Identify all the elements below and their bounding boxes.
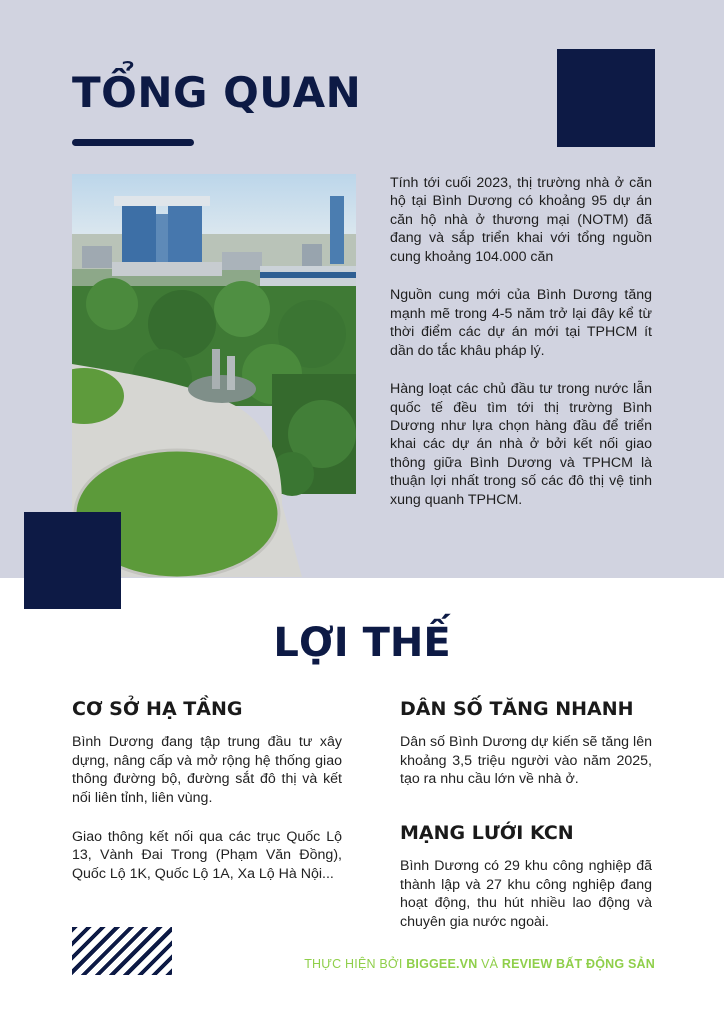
overview-paragraph: Tính tới cuối 2023, thị trường nhà ở căn hộ tại Bình Dương có khoảng 95 dự án căn hộ nhà ở thương mại (NOTM) đã đang và sắp triển khai với tổng nguồn cung khoảng 104.000 căn (390, 175, 652, 265)
industrial-network-section (400, 822, 652, 952)
overview-paragraph: Hàng loạt các chủ đầu tư trong nước lẫn quốc tế đều tìm tới thị trường Bình Dương như lựa chọn hàng đầu để triển khai các dự án nhà ở bởi kết nối giao thông giữa Bình Dương và TPHCM là thuận lợi nhất trong số các đô thị vệ tinh xung quanh TPHCM. (390, 381, 652, 508)
overview-text-block (390, 174, 652, 529)
footer-brand-review: REVIEW BẤT ĐỘNG SẢN (501, 957, 655, 971)
infrastructure-paragraph: Bình Dương đang tập trung đầu tư xây dựng, nâng cấp và mở rộng hệ thống giao thông đường bộ, đường sắt đô thị và kết nối liên tỉnh, liên vùng. (72, 733, 342, 806)
footer-middle: VÀ (477, 957, 502, 971)
footer-credit (300, 957, 655, 971)
infrastructure-section (72, 698, 342, 904)
population-heading: DÂN SỐ TĂNG NHANH (400, 698, 634, 720)
decorative-stripes (72, 927, 172, 975)
infrastructure-paragraph: Giao thông kết nối qua các trục Quốc Lộ 13, Vành Đai Trong (Phạm Văn Đồng), Quốc Lộ 1K, Quốc Lộ 1A, Xa Lộ Hà Nội... (72, 828, 342, 883)
decorative-square-top-right (557, 49, 655, 147)
industrial-network-paragraph: Bình Dương có 29 khu công nghiệp đã thành lập và 27 khu công nghiệp đang hoạt động, thu hút nhiều lao động và chuyên gia nước ngoài. (400, 857, 652, 930)
decorative-square-bottom-left (24, 512, 121, 609)
population-section (400, 698, 652, 809)
footer-prefix: THỰC HIỆN BỞI (304, 957, 407, 971)
page-title: TỔNG QUAN (72, 68, 362, 117)
advantages-title: LỢI THẾ (273, 620, 451, 666)
footer-brand-biggee: BIGGEE.VN (406, 957, 478, 971)
infrastructure-heading: CƠ SỞ HẠ TẦNG (72, 698, 243, 720)
overview-paragraph: Nguồn cung mới của Bình Dương tăng mạnh mẽ trong 4-5 năm trở lại đây kể từ thời điểm các dự án mới tại TPHCM ít dần do tắc khâu pháp lý. (390, 287, 652, 359)
population-paragraph: Dân số Bình Dương dự kiến sẽ tăng lên khoảng 3,5 triệu người vào năm 2025, tạo ra nhu cầu lớn về nhà ở. (400, 733, 652, 788)
industrial-network-heading: MẠNG LƯỚI KCN (400, 822, 574, 844)
title-underline (72, 139, 194, 146)
